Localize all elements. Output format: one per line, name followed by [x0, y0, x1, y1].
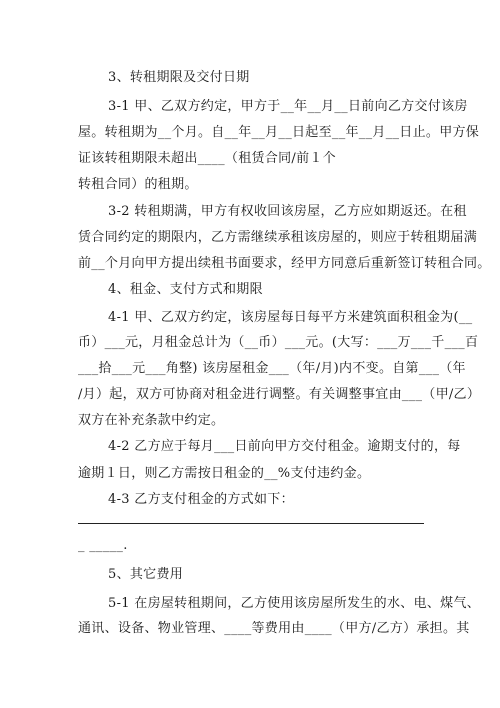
section-3-heading: 3、转租期限及交付日期 — [108, 70, 250, 85]
blank-fill-line — [78, 523, 424, 524]
paragraph-line: 4-1 甲、乙双方约定，该房屋每日每平方米建筑面积租金为(__ — [108, 310, 473, 325]
section-4-heading: 4、租金、支付方式和期限 — [108, 282, 263, 297]
paragraph-line: 4-2 乙方应于每月___日前向甲方交付租金。逾期支付的，每 — [108, 439, 461, 454]
paragraph-line: 双方在补充条款中约定。 — [78, 413, 225, 428]
paragraph-line: 赁合同约定的期限内，乙方需继续承租该房屋的，则应于转租期届满 — [78, 230, 478, 245]
paragraph-line: 币）___元，月租金总计为（__币）___元。(大写：___万___千___百 — [78, 335, 479, 350]
paragraph-line: 前__个月向甲方提出续租书面要求，经甲方同意后重新签订转租合同。 — [78, 256, 491, 271]
paragraph-line: 转租合同）的租期。 — [78, 177, 198, 192]
paragraph-line: ___拾___元___角整) 该房屋租金___（年/月)内不变。自第___（年 — [78, 361, 466, 376]
paragraph-line: /月）起，双方可协商对租金进行调整。有关调整事宜由___（甲/乙） — [78, 387, 481, 402]
paragraph-line: 通讯、设备、物业管理、____等费用由____（甲方/乙方）承担。其 — [78, 621, 470, 636]
paragraph-line: 逾期１日，则乙方需按日租金的__%支付违约金。 — [78, 466, 371, 481]
blank-fill-line-end: _ _____. — [78, 538, 128, 553]
paragraph-line: 3-1 甲、乙双方约定，甲方于__年__月__日前向乙方交付该房 — [108, 99, 468, 114]
paragraph-line: 证该转租期限未超出____（租赁合同/前１个 — [78, 151, 336, 166]
paragraph-line: 屋。转租期为__个月。自__年__月__日起至__年__月__日止。甲方保 — [78, 125, 480, 140]
paragraph-line: 4-3 乙方支付租金的方式如下： — [108, 492, 294, 507]
paragraph-line: 5-1 在房屋转租期间，乙方使用该房屋所发生的水、电、煤气、 — [108, 596, 481, 611]
section-5-heading: 5、其它费用 — [108, 567, 184, 582]
paragraph-line: 3-2 转租期满，甲方有权收回该房屋，乙方应如期返还。在租 — [108, 204, 467, 219]
